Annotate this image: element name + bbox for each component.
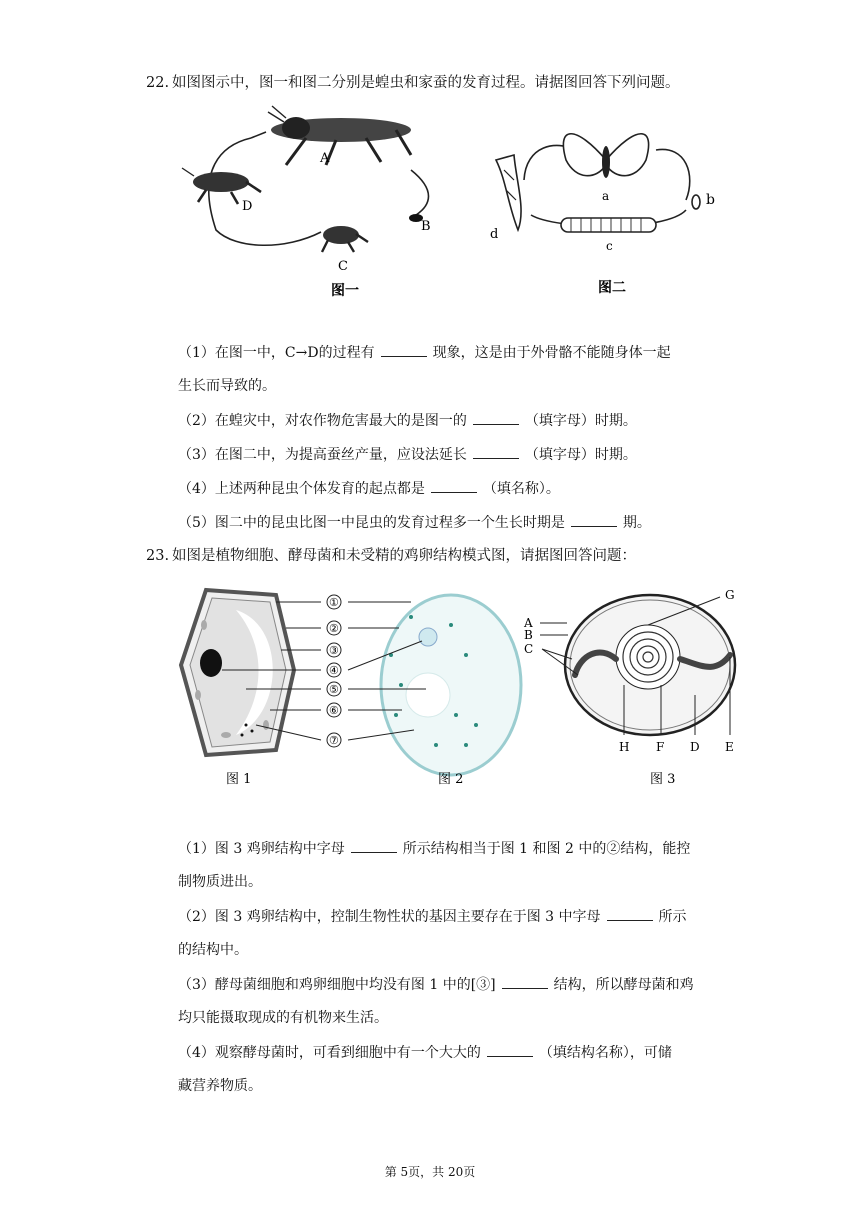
svg-text:⑦: ⑦	[329, 734, 339, 747]
fig3-caption: 图 3	[650, 772, 676, 787]
numbered-labels	[327, 595, 341, 747]
label-c: C	[338, 259, 348, 274]
q23-figure-3	[520, 585, 750, 795]
label-a-small: a	[602, 189, 610, 203]
q23-part-3-cont: 均只能摄取现成的有机物来生活。	[178, 1010, 388, 1026]
svg-text:⑤: ⑤	[329, 683, 339, 696]
fig1-caption: 图 1	[226, 772, 252, 787]
label-c-small: c	[606, 239, 613, 253]
q22-part-5: （5）图二中的昆虫比图一中昆虫的发育过程多一个生长时期是 期。	[178, 512, 651, 533]
silkworm-larva-c	[561, 218, 656, 232]
answer-blank[interactable]	[607, 906, 653, 921]
label-A: A	[524, 616, 533, 630]
svg-text:②: ②	[329, 622, 339, 635]
locust-adult-a	[268, 106, 411, 165]
fig1-caption: 图一	[331, 283, 359, 299]
silkmoth-adult-a	[563, 134, 648, 178]
answer-blank[interactable]	[351, 838, 397, 853]
label-H: H	[619, 740, 630, 754]
label-D: D	[690, 740, 700, 754]
page-footer: 第 5页，共 20页	[384, 1165, 476, 1179]
answer-blank[interactable]	[381, 342, 427, 357]
q22-part-1: （1）在图一中，C→D的过程有 现象，这是由于外骨骼不能随身体一起	[178, 342, 671, 363]
q23-part-3: （3）酵母菌细胞和鸡卵细胞中均没有图 1 中的[③] 结构，所以酵母菌和鸡	[178, 974, 694, 995]
yeast-cell	[381, 595, 521, 775]
locust-nymph-c	[322, 226, 368, 252]
q22-figure-2	[486, 120, 726, 300]
answer-blank[interactable]	[571, 512, 617, 527]
q22-stem: 22. 如图图示中，图一和图二分别是蝗虫和家蚕的发育过程。请据图回答下列问题。	[146, 75, 680, 91]
q22-part-2: （2）在蝗灾中，对农作物危害最大的是图一的 （填字母）时期。	[178, 410, 637, 431]
svg-text:⑥: ⑥	[329, 704, 339, 717]
q23-stem: 23. 如图是植物细胞、酵母菌和未受精的鸡卵结构模式图，请据图回答问题：	[146, 548, 636, 564]
q22-figure-1	[176, 110, 446, 310]
q23-part-4: （4）观察酵母菌时，可看到细胞中有一个大大的 （填结构名称），可储	[178, 1042, 672, 1063]
label-F: F	[656, 740, 665, 754]
label-b-small: b	[706, 192, 715, 208]
q22-part-1-cont: 生长而导致的。	[178, 378, 276, 394]
fig2-caption: 图二	[598, 280, 626, 296]
silkworm-pupa-d	[496, 155, 521, 230]
q23-figures-1-2	[176, 585, 526, 795]
answer-blank[interactable]	[473, 410, 519, 425]
svg-text:④: ④	[329, 664, 339, 677]
q23-part-1: （1）图 3 鸡卵结构中字母 所示结构相当于图 1 和图 2 中的②结构，能控	[178, 838, 690, 859]
label-C: C	[524, 642, 534, 656]
q23-part-1-cont: 制物质进出。	[178, 874, 262, 890]
q22-part-3: （3）在图二中，为提高蚕丝产量，应设法延长 （填字母）时期。	[178, 444, 637, 465]
q23-part-2-cont: 的结构中。	[178, 942, 248, 958]
silkworm-egg-b	[692, 195, 700, 209]
label-B: B	[524, 628, 533, 642]
answer-blank[interactable]	[502, 974, 548, 989]
label-d: D	[242, 199, 253, 214]
label-a: A	[320, 151, 330, 166]
label-G: G	[725, 588, 735, 602]
q23-part-4-cont: 藏营养物质。	[178, 1078, 262, 1094]
label-E: E	[725, 740, 734, 754]
label-d-small: d	[490, 227, 499, 242]
fig2-caption: 图 2	[438, 772, 464, 787]
svg-text:③: ③	[329, 644, 339, 657]
svg-text:①: ①	[329, 596, 339, 609]
q23-part-2: （2）图 3 鸡卵结构中，控制生物性状的基因主要存在于图 3 中字母 所示	[178, 906, 687, 927]
answer-blank[interactable]	[473, 444, 519, 459]
label-b: B	[421, 219, 431, 234]
q22-part-4: （4）上述两种昆虫个体发育的起点都是 （填名称）。	[178, 478, 560, 499]
yolk	[616, 625, 680, 689]
answer-blank[interactable]	[487, 1042, 533, 1057]
answer-blank[interactable]	[431, 478, 477, 493]
